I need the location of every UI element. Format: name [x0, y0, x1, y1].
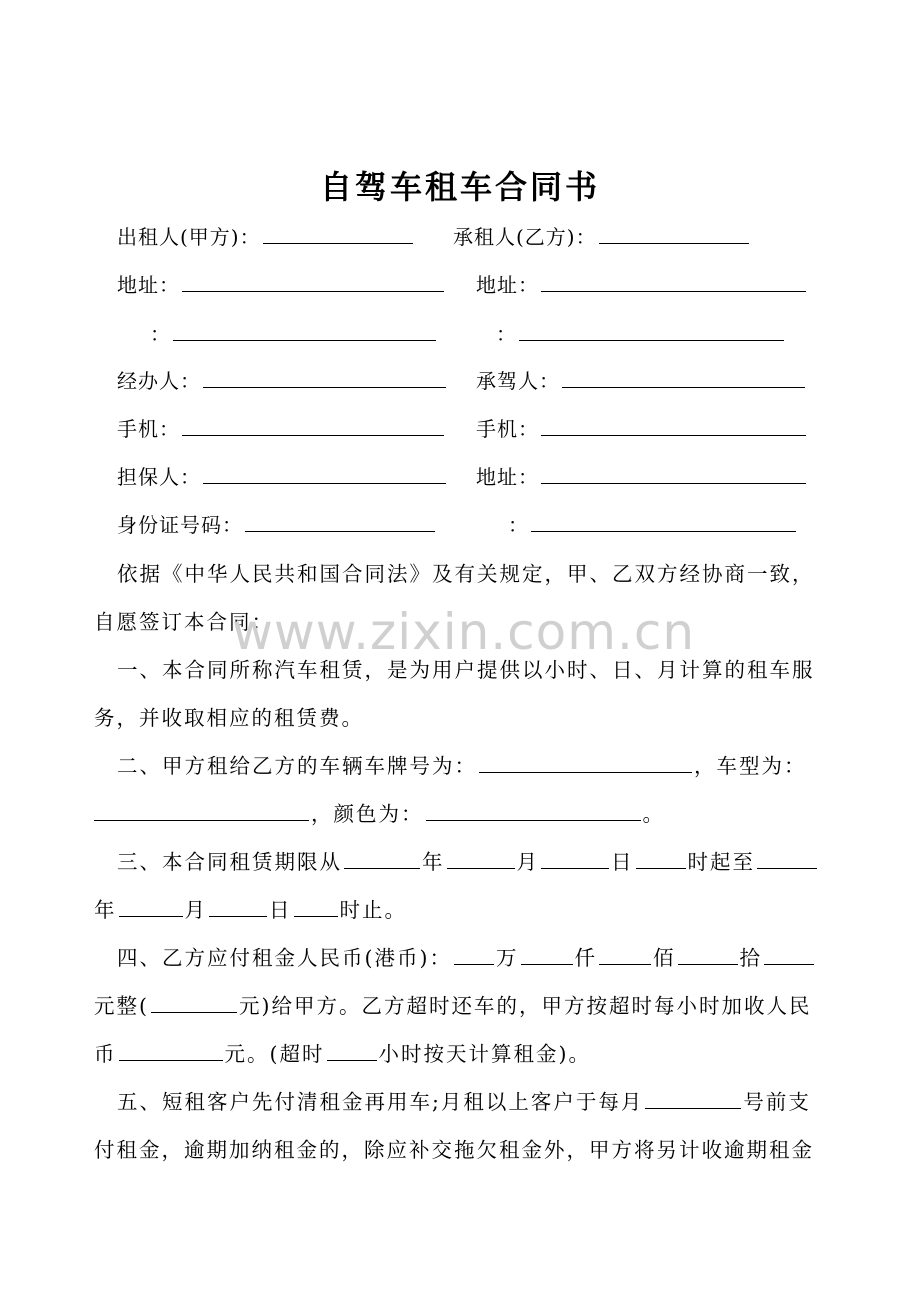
- car-color-field[interactable]: [426, 798, 641, 821]
- lessor-phone-label: 手机：: [117, 417, 180, 441]
- lessor-address-field[interactable]: [182, 269, 444, 292]
- rent-shi-field[interactable]: [678, 942, 738, 965]
- clause-4-text-a: 四、乙方应付租金人民币(港币)：: [117, 946, 452, 970]
- clause-1-line-2: 务，并收取相应的租赁费。: [94, 706, 364, 730]
- intro-line-2: 自愿签订本合同：: [94, 610, 274, 634]
- guarantor-colon-label: ：: [508, 513, 529, 537]
- end-day-field[interactable]: [209, 894, 267, 917]
- lessee-address-row: [476, 269, 808, 301]
- clause-5-text-a: 五、短租客户先付清租金再用车;月租以上客户于每月: [117, 1090, 644, 1114]
- rent-qian-label: 仟: [574, 946, 597, 970]
- lessor-address-row: [117, 269, 446, 301]
- clause-3-text-c: 时止。: [339, 898, 407, 922]
- guarantor-row: [117, 461, 448, 493]
- lessee-phone-row: [476, 413, 808, 445]
- clause-5: [94, 1078, 844, 1174]
- clause-2-line-2: [71, 790, 844, 838]
- payment-day-field[interactable]: [645, 1086, 741, 1109]
- start-day-label: 日: [611, 850, 634, 874]
- car-model-field[interactable]: [94, 798, 309, 821]
- lessee-extra-field[interactable]: [519, 318, 784, 341]
- start-day-field[interactable]: [541, 846, 609, 869]
- end-year-field[interactable]: [757, 846, 817, 869]
- overtime-rate-field[interactable]: [119, 1038, 223, 1061]
- clause-3-line-1: [94, 838, 844, 886]
- rent-yuan-field[interactable]: [764, 942, 814, 965]
- clause-2-line-1: [94, 742, 844, 790]
- lessor-address-label: 地址：: [117, 273, 180, 297]
- clause-5-line-1: [94, 1078, 844, 1126]
- lessee-row: [453, 221, 751, 253]
- lessee-phone-field[interactable]: [541, 413, 806, 436]
- overtime-hours-field[interactable]: [327, 1038, 377, 1061]
- lessor-phone-row: [117, 413, 446, 445]
- clause-2: [94, 742, 844, 838]
- clause-3-text-b: 时起至: [687, 850, 755, 874]
- start-month-label: 月: [516, 850, 539, 874]
- clause-4-text-e: 元。(超时: [224, 1042, 325, 1066]
- end-hour-field[interactable]: [294, 894, 338, 917]
- end-month-label: 月: [184, 898, 207, 922]
- rent-bai-field[interactable]: [599, 942, 651, 965]
- start-year-field[interactable]: [344, 846, 420, 869]
- guarantor-field[interactable]: [203, 461, 446, 484]
- lessor-row: [117, 221, 415, 253]
- guarantor-address-label: 地址：: [476, 465, 539, 489]
- end-year-label: 年: [94, 898, 117, 922]
- guarantor-address-field[interactable]: [541, 461, 806, 484]
- driver-row: [476, 365, 807, 397]
- id-number-field[interactable]: [245, 509, 435, 532]
- guarantor-label: 担保人：: [117, 465, 201, 489]
- intro-paragraph: [94, 550, 844, 646]
- clause-4-line-3: [71, 1030, 844, 1078]
- start-hour-field[interactable]: [636, 846, 686, 869]
- lessee-blank-row: [496, 318, 786, 350]
- driver-label: 承驾人：: [476, 369, 560, 393]
- rent-total-field[interactable]: [151, 990, 237, 1013]
- clause-4-text-c: 元)给甲方。乙方超时还车的，甲方按超时每小时加收人民: [239, 994, 812, 1018]
- lessee-label: 承租人(乙方)：: [453, 225, 597, 249]
- guarantor-address-row: [476, 461, 808, 493]
- clause-4-text-d: 币: [94, 1042, 117, 1066]
- lessor-extra-field[interactable]: [173, 318, 436, 341]
- intro-line-1: 依据《中华人民共和国合同法》及有关规定，甲、乙双方经协商一致，: [117, 562, 815, 586]
- agent-label: 经办人：: [117, 369, 201, 393]
- guarantor-extra-field[interactable]: [531, 509, 796, 532]
- clause-1-line-1: 一、本合同所称汽车租赁，是为用户提供以小时、日、月计算的租车服: [117, 658, 815, 682]
- clause-1: [94, 646, 844, 742]
- clause-3: [94, 838, 844, 934]
- lessor-blank-row: [150, 318, 438, 350]
- lessee-field[interactable]: [599, 221, 749, 244]
- lessor-label: 出租人(甲方)：: [117, 225, 261, 249]
- clause-5-line-2: 付租金，逾期加纳租金的，除应补交拖欠租金外，甲方将另计收逾期租金: [94, 1138, 814, 1162]
- clause-2-text-c: ，颜色为：: [311, 802, 424, 826]
- clause-4: [94, 934, 844, 1078]
- id-number-row: [117, 509, 437, 541]
- lessor-colon-label: ：: [150, 322, 171, 346]
- clause-3-line-2: [71, 886, 844, 934]
- rent-wan-field[interactable]: [454, 942, 494, 965]
- rent-shi-label: 拾: [739, 946, 762, 970]
- watermark: www.zixin.com.cn: [232, 603, 696, 661]
- end-day-label: 日: [269, 898, 292, 922]
- clause-2-text-a: 二、甲方租给乙方的车辆车牌号为：: [117, 754, 477, 778]
- clause-2-text-d: 。: [642, 802, 665, 826]
- clause-2-text-b: ，车型为：: [694, 754, 807, 778]
- clause-5-text-b: 号前支: [743, 1090, 811, 1114]
- agent-row: [117, 365, 448, 397]
- lessor-field[interactable]: [263, 221, 413, 244]
- lessee-address-label: 地址：: [476, 273, 539, 297]
- page-title: 自驾车租车合同书: [319, 168, 600, 206]
- start-year-label: 年: [422, 850, 445, 874]
- clause-4-line-2: [71, 982, 844, 1030]
- end-month-field[interactable]: [119, 894, 183, 917]
- agent-field[interactable]: [203, 365, 446, 388]
- clause-3-text-a: 三、本合同租赁期限从: [117, 850, 342, 874]
- lessee-phone-label: 手机：: [476, 417, 539, 441]
- start-month-field[interactable]: [447, 846, 515, 869]
- clause-4-text-f: 小时按天计算租金)。: [378, 1042, 591, 1066]
- lessor-phone-field[interactable]: [182, 413, 444, 436]
- lessee-address-field[interactable]: [541, 269, 806, 292]
- guarantor-blank-row: [508, 509, 798, 541]
- clause-4-text-b: 元整(: [94, 994, 149, 1018]
- rent-wan-label: 万: [496, 946, 519, 970]
- rent-bai-label: 佰: [653, 946, 676, 970]
- rent-qian-field[interactable]: [521, 942, 573, 965]
- id-number-label: 身份证号码：: [117, 513, 243, 537]
- clause-4-line-1: [94, 934, 844, 982]
- lessee-colon-label: ：: [496, 322, 517, 346]
- driver-field[interactable]: [562, 365, 805, 388]
- plate-number-field[interactable]: [479, 750, 692, 773]
